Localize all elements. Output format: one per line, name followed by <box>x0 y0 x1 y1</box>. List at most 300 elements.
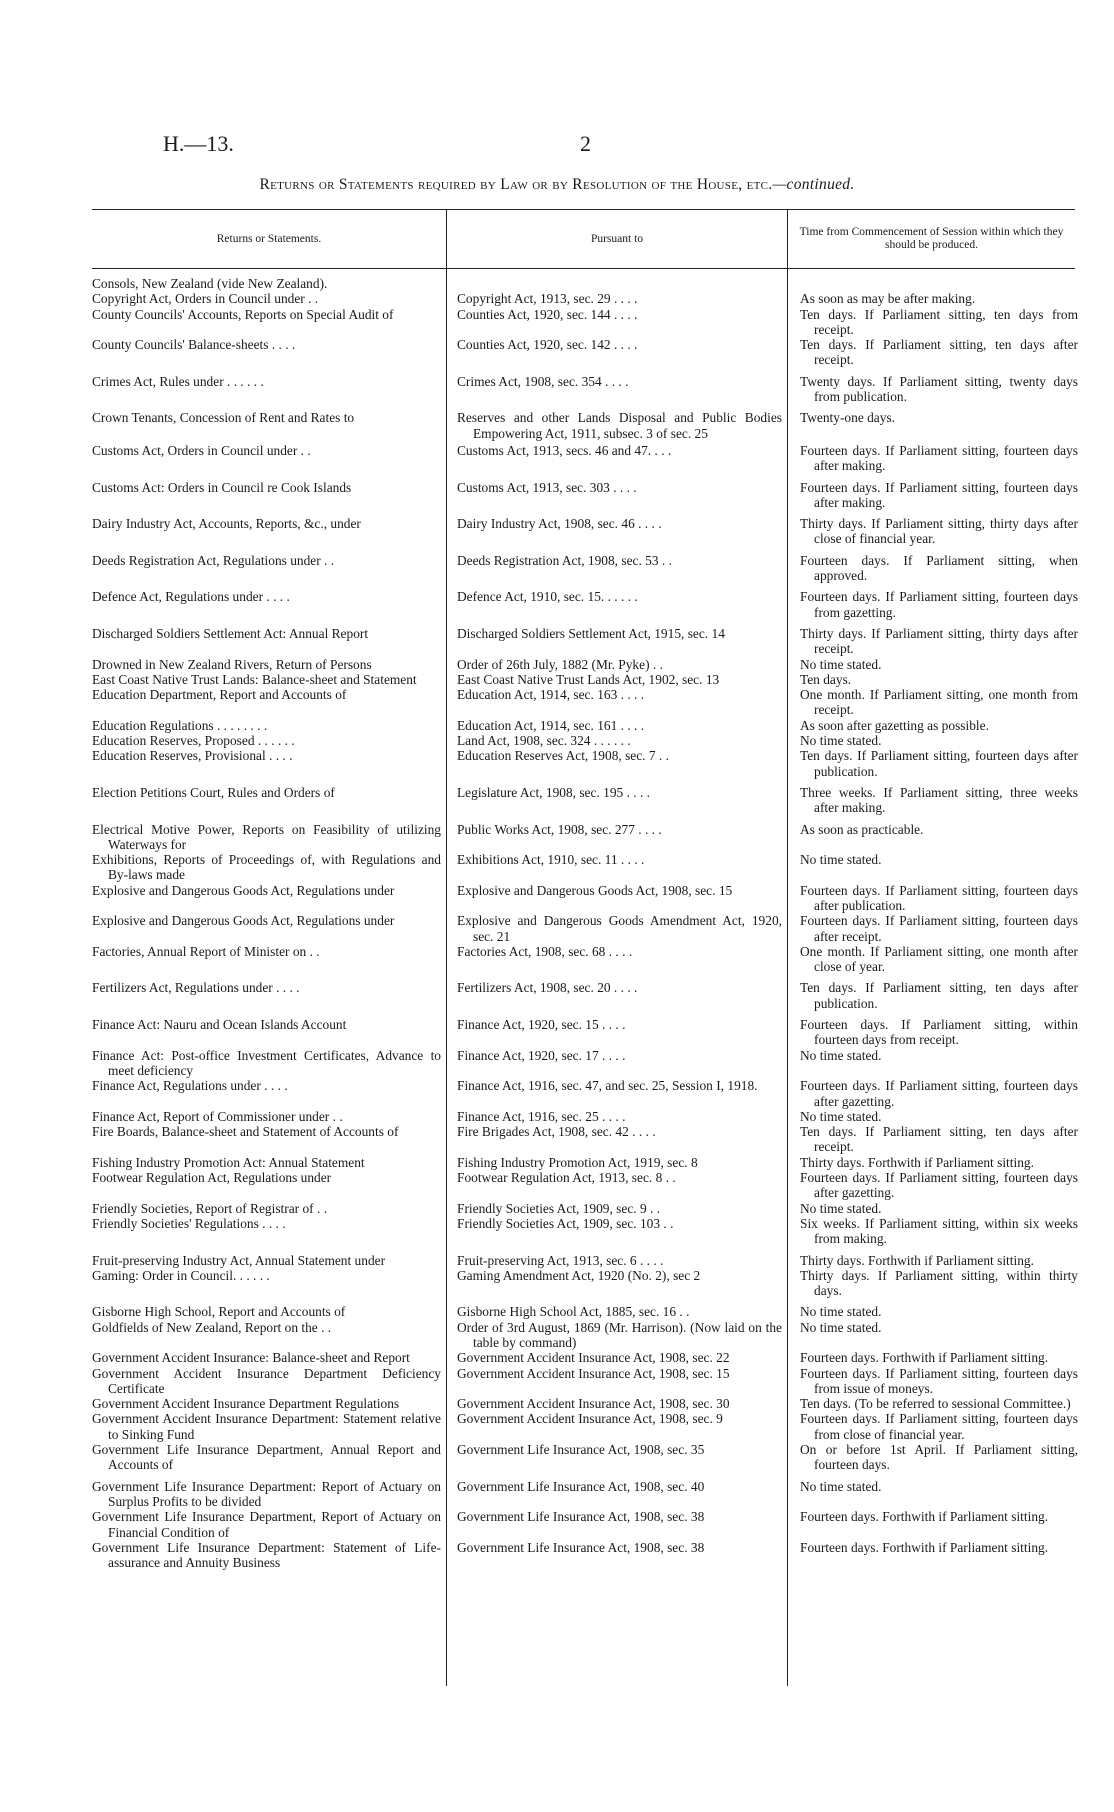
table-body <box>0 276 1114 1570</box>
column-header-pursuant: Pursuant to <box>590 232 644 245</box>
row-returns-text: Government Accident Insurance Department Deficiency Certificate <box>92 1365 441 1396</box>
row-time-cell <box>788 748 1078 779</box>
row-pursuant-cell <box>447 1304 788 1319</box>
row-time-cell <box>788 687 1078 718</box>
row-time-text: No time stated. <box>800 1319 882 1335</box>
row-time-cell <box>788 913 1078 944</box>
row-returns-text: Crimes Act, Rules under . . . . . . <box>92 373 264 389</box>
table-row <box>0 883 1114 914</box>
row-returns-text: Government Life Insurance Department: Statement of Life-assurance and Annuity Business <box>92 1539 441 1571</box>
row-time-text: Fourteen days. If Parliament sitting, within fourteen days from receipt. <box>800 1017 1078 1048</box>
table-row <box>0 1078 1114 1109</box>
row-returns-cell <box>92 1109 447 1124</box>
page-code: H.—13. <box>163 131 234 156</box>
table-header-rule <box>92 268 1075 269</box>
table-top-rule <box>92 209 1075 210</box>
row-pursuant-cell <box>447 1479 788 1510</box>
column-header-time: Time from Commencement of Session within which they should be produced. <box>799 226 1064 251</box>
row-time-text: Ten days. If Parliament sitting, ten days after receipt. <box>800 337 1078 368</box>
table-row <box>0 276 1114 291</box>
row-returns-text: Fruit-preserving Industry Act, Annual Statement under <box>92 1252 386 1268</box>
row-pursuant-text: Order of 26th July, 1882 (Mr. Pyke) . . <box>457 656 663 672</box>
row-returns-text: Electrical Motive Power, Reports on Feasibility of utilizing Waterways for <box>92 821 441 852</box>
row-returns-cell <box>92 1170 447 1201</box>
row-returns-cell <box>92 1320 447 1351</box>
row-time-cell <box>788 1366 1078 1397</box>
table-row <box>0 1253 1114 1268</box>
row-returns-cell <box>92 307 447 338</box>
row-time-cell <box>788 1017 1078 1048</box>
row-pursuant-text: Counties Act, 1920, sec. 142 . . . . <box>457 337 638 353</box>
row-returns-text: Discharged Soldiers Settlement Act: Annual Report <box>92 625 369 641</box>
row-pursuant-text: Deeds Registration Act, 1908, sec. 53 . . <box>457 552 672 568</box>
row-time-cell <box>788 1350 1078 1365</box>
row-returns-cell <box>92 913 447 944</box>
row-time-cell <box>788 883 1078 914</box>
document-title <box>0 176 1114 194</box>
table-row <box>0 944 1114 975</box>
table-row <box>0 410 1114 441</box>
row-pursuant-text: Finance Act, 1916, sec. 25 . . . . <box>457 1108 626 1124</box>
row-returns-cell <box>92 1479 447 1510</box>
row-time-cell <box>788 1304 1078 1319</box>
table-row <box>0 1442 1114 1473</box>
row-time-text: Ten days. <box>800 671 852 687</box>
table-row <box>0 374 1114 405</box>
row-time-text: Thirty days. If Parliament sitting, thirty days after receipt. <box>800 625 1078 657</box>
table-row <box>0 1304 1114 1319</box>
row-returns-text: Customs Act: Orders in Council re Cook Islands <box>92 479 352 495</box>
row-time-cell <box>788 1216 1078 1247</box>
table-row <box>0 1509 1114 1540</box>
table-row <box>0 1366 1114 1397</box>
row-time-text: Fourteen days. If Parliament sitting, fourteen days from issue of moneys. <box>800 1365 1078 1396</box>
row-pursuant-text: Order of 3rd August, 1869 (Mr. Harrison). (Now laid on the table by command) <box>457 1319 782 1350</box>
row-returns-text: Government Life Insurance Department: Report of Actuary on Surplus Profits to be divided <box>92 1478 441 1509</box>
row-time-cell <box>788 672 1078 687</box>
row-pursuant-text: Friendly Societies Act, 1909, sec. 103 . . <box>457 1215 674 1231</box>
row-time-cell <box>788 589 1078 620</box>
row-pursuant-cell <box>447 1078 788 1109</box>
row-returns-cell <box>92 1540 447 1571</box>
row-returns-cell <box>92 657 447 672</box>
row-pursuant-text: Finance Act, 1920, sec. 17 . . . . <box>457 1047 626 1063</box>
row-pursuant-text: Government Accident Insurance Act, 1908, sec. 15 <box>457 1365 730 1381</box>
row-pursuant-cell <box>447 687 788 718</box>
row-time-text: Ten days. (To be referred to sessional Committee.) <box>800 1396 1071 1412</box>
row-returns-cell <box>92 1078 447 1109</box>
row-pursuant-text: Customs Act, 1913, sec. 303 . . . . <box>457 479 637 495</box>
row-time-text: Thirty days. If Parliament sitting, within thirty days. <box>800 1267 1078 1299</box>
row-pursuant-cell <box>447 733 788 748</box>
row-time-text: Fourteen days. Forthwith if Parliament sitting. <box>800 1509 1049 1525</box>
row-pursuant-text: Finance Act, 1920, sec. 15 . . . . <box>457 1017 626 1033</box>
row-pursuant-text: Government Life Insurance Act, 1908, sec. 38 <box>457 1539 705 1555</box>
row-time-cell <box>788 307 1078 338</box>
row-returns-text: Explosive and Dangerous Goods Act, Regulations under <box>92 882 395 898</box>
row-pursuant-cell <box>447 374 788 405</box>
row-time-text: As soon after gazetting as possible. <box>800 717 989 733</box>
row-time-cell <box>788 1109 1078 1124</box>
row-returns-cell <box>92 718 447 733</box>
row-returns-cell <box>92 1396 447 1411</box>
row-time-text: One month. If Parliament sitting, one month from receipt. <box>800 687 1078 718</box>
row-time-cell <box>788 822 1078 853</box>
row-pursuant-cell <box>447 410 788 441</box>
row-returns-text: East Coast Native Trust Lands: Balance-sheet and Statement <box>92 671 417 687</box>
row-returns-cell <box>92 553 447 584</box>
row-time-cell <box>788 1124 1078 1155</box>
row-time-cell <box>788 553 1078 584</box>
table-row <box>0 1320 1114 1351</box>
row-time-cell <box>788 480 1078 511</box>
row-returns-cell <box>92 1509 447 1540</box>
row-pursuant-text: Education Act, 1914, sec. 163 . . . . <box>457 687 645 703</box>
table-row <box>0 980 1114 1011</box>
table-row <box>0 307 1114 338</box>
row-time-cell <box>788 1509 1078 1540</box>
row-time-cell <box>788 1201 1078 1216</box>
table-row <box>0 913 1114 944</box>
row-returns-cell <box>92 748 447 779</box>
row-returns-text: Election Petitions Court, Rules and Orders of <box>92 784 335 800</box>
table-row <box>0 748 1114 779</box>
row-returns-cell <box>92 516 447 547</box>
row-returns-text: County Councils' Accounts, Reports on Special Audit of <box>92 306 394 322</box>
row-time-cell <box>788 980 1078 1011</box>
row-pursuant-text: Gaming Amendment Act, 1920 (No. 2), sec 2 <box>457 1267 701 1283</box>
row-returns-cell <box>92 374 447 405</box>
row-time-cell <box>788 785 1078 816</box>
row-returns-text: Finance Act, Regulations under . . . . <box>92 1078 288 1094</box>
row-time-cell <box>788 1253 1078 1268</box>
row-time-text: Fourteen days. If Parliament sitting, fourteen days after making. <box>800 442 1078 474</box>
row-time-text: Twenty-one days. <box>800 410 896 426</box>
row-pursuant-cell <box>447 626 788 657</box>
row-pursuant-cell <box>447 291 788 306</box>
row-time-text: Twenty days. If Parliament sitting, twenty days from publication. <box>800 373 1078 405</box>
row-time-cell <box>788 337 1078 368</box>
row-time-cell <box>788 733 1078 748</box>
row-time-text: No time stated. <box>800 1304 882 1320</box>
row-returns-text: Copyright Act, Orders in Council under . . <box>92 291 319 307</box>
row-time-text: Fourteen days. If Parliament sitting, fourteen days after publication. <box>800 882 1078 913</box>
row-returns-cell <box>92 1350 447 1365</box>
row-returns-cell <box>92 626 447 657</box>
row-pursuant-cell <box>447 480 788 511</box>
row-returns-cell <box>92 410 447 441</box>
row-pursuant-cell <box>447 516 788 547</box>
row-returns-text: Dairy Industry Act, Accounts, Reports, &c., under <box>92 516 361 532</box>
row-time-text: Fourteen days. Forthwith if Parliament sitting. <box>800 1350 1049 1366</box>
row-pursuant-cell <box>447 1442 788 1473</box>
row-pursuant-text: Government Life Insurance Act, 1908, sec. 40 <box>457 1478 705 1494</box>
table-row <box>0 1396 1114 1411</box>
row-returns-text: Footwear Regulation Act, Regulations under <box>92 1170 332 1186</box>
row-pursuant-cell <box>447 1216 788 1247</box>
row-returns-cell <box>92 733 447 748</box>
row-time-text: One month. If Parliament sitting, one month after close of year. <box>800 943 1078 975</box>
row-returns-text: Defence Act, Regulations under . . . . <box>92 589 290 605</box>
row-time-cell <box>788 1170 1078 1201</box>
row-pursuant-cell <box>447 553 788 584</box>
row-pursuant-text: Education Reserves Act, 1908, sec. 7 . . <box>457 748 669 764</box>
table-row <box>0 657 1114 672</box>
row-returns-text: Government Accident Insurance: Balance-sheet and Report <box>92 1350 410 1366</box>
row-pursuant-text: Government Accident Insurance Act, 1908, sec. 9 <box>457 1411 723 1427</box>
row-pursuant-text: Government Life Insurance Act, 1908, sec. 38 <box>457 1509 705 1525</box>
row-pursuant-text: Dairy Industry Act, 1908, sec. 46 . . . . <box>457 516 662 532</box>
row-pursuant-cell <box>447 1509 788 1540</box>
row-time-text: No time stated. <box>800 1047 882 1063</box>
row-time-cell <box>788 443 1078 474</box>
row-pursuant-text: Fishing Industry Promotion Act, 1919, sec. 8 <box>457 1154 698 1170</box>
row-pursuant-cell <box>447 307 788 338</box>
row-returns-text: Fishing Industry Promotion Act: Annual Statement <box>92 1154 365 1170</box>
row-pursuant-text: Explosive and Dangerous Goods Act, 1908, sec. 15 <box>457 882 733 898</box>
row-pursuant-text: Fire Brigades Act, 1908, sec. 42 . . . . <box>457 1124 656 1140</box>
row-returns-text: Drowned in New Zealand Rivers, Return of Persons <box>92 656 372 672</box>
row-time-text: Thirty days. Forthwith if Parliament sitting. <box>800 1252 1034 1268</box>
row-time-cell <box>788 410 1078 441</box>
table-row <box>0 1109 1114 1124</box>
table-row <box>0 1479 1114 1510</box>
table-row <box>0 1216 1114 1247</box>
table-row <box>0 1155 1114 1170</box>
row-pursuant-cell <box>447 883 788 914</box>
row-pursuant-cell <box>447 1048 788 1079</box>
row-returns-cell <box>92 443 447 474</box>
table-row <box>0 553 1114 584</box>
row-time-cell <box>788 1479 1078 1510</box>
row-pursuant-text: Footwear Regulation Act, 1913, sec. 8 . . <box>457 1170 676 1186</box>
row-returns-cell <box>92 1048 447 1079</box>
row-time-cell <box>788 1155 1078 1170</box>
row-pursuant-text: Government Accident Insurance Act, 1908, sec. 30 <box>457 1396 730 1412</box>
table-row <box>0 1411 1114 1442</box>
row-pursuant-text: East Coast Native Trust Lands Act, 1902, sec. 13 <box>457 671 720 687</box>
row-pursuant-cell <box>447 1201 788 1216</box>
row-returns-cell <box>92 687 447 718</box>
row-time-text: Fourteen days. Forthwith if Parliament sitting. <box>800 1539 1049 1555</box>
row-returns-text: Crown Tenants, Concession of Rent and Rates to <box>92 410 355 426</box>
table-row <box>0 1201 1114 1216</box>
row-time-text: Three weeks. If Parliament sitting, three weeks after making. <box>800 784 1078 816</box>
row-time-cell <box>788 718 1078 733</box>
table-row <box>0 672 1114 687</box>
row-returns-text: Government Accident Insurance Department: Statement relative to Sinking Fund <box>92 1411 441 1442</box>
row-pursuant-text: Fruit-preserving Act, 1913, sec. 6 . . . . <box>457 1252 664 1268</box>
row-returns-text: Fertilizers Act, Regulations under . . . . <box>92 980 300 996</box>
row-time-cell <box>788 374 1078 405</box>
row-time-text: Ten days. If Parliament sitting, ten days from receipt. <box>800 306 1078 337</box>
table-row <box>0 1048 1114 1079</box>
row-returns-cell <box>92 1268 447 1299</box>
row-time-text: No time stated. <box>800 852 882 868</box>
column-header-returns: Returns or Statements. <box>216 232 322 245</box>
row-returns-text: County Councils' Balance-sheets . . . . <box>92 337 296 353</box>
row-returns-text: Finance Act: Post-office Investment Certificates, Advance to meet deficiency <box>92 1047 441 1078</box>
row-returns-text: Education Reserves, Proposed . . . . . . <box>92 733 295 749</box>
table-row <box>0 733 1114 748</box>
row-time-text: No time stated. <box>800 1108 882 1124</box>
row-pursuant-cell <box>447 944 788 975</box>
row-time-cell <box>788 944 1078 975</box>
row-time-cell <box>788 852 1078 883</box>
row-pursuant-text: Education Act, 1914, sec. 161 . . . . <box>457 717 645 733</box>
row-returns-text: Customs Act, Orders in Council under . . <box>92 442 311 458</box>
row-pursuant-cell <box>447 1350 788 1365</box>
row-pursuant-cell <box>447 589 788 620</box>
row-pursuant-cell <box>447 1268 788 1299</box>
row-time-text: Ten days. If Parliament sitting, ten days after receipt. <box>800 1124 1078 1155</box>
table-row <box>0 1268 1114 1299</box>
row-returns-text: Gisborne High School, Report and Accounts of <box>92 1304 346 1320</box>
row-pursuant-text: Friendly Societies Act, 1909, sec. 9 . . <box>457 1200 661 1216</box>
row-time-text: Fourteen days. If Parliament sitting, when approved. <box>800 552 1078 584</box>
table-row <box>0 852 1114 883</box>
row-time-cell <box>788 516 1078 547</box>
row-pursuant-cell <box>447 1253 788 1268</box>
row-time-text: Six weeks. If Parliament sitting, within six weeks from making. <box>800 1215 1078 1247</box>
row-pursuant-text: Counties Act, 1920, sec. 144 . . . . <box>457 306 638 322</box>
title-main: Returns or Statements required by Law or by Resolution of the House, etc. <box>259 176 773 193</box>
row-returns-text: Goldfields of New Zealand, Report on the . . <box>92 1319 332 1335</box>
row-pursuant-text: Crimes Act, 1908, sec. 354 . . . . <box>457 373 629 389</box>
table-row <box>0 1124 1114 1155</box>
row-time-cell <box>788 1078 1078 1109</box>
row-returns-cell <box>92 276 447 291</box>
row-pursuant-cell <box>447 852 788 883</box>
row-returns-text: Gaming: Order in Council. . . . . . <box>92 1267 270 1283</box>
row-pursuant-cell <box>447 1170 788 1201</box>
row-pursuant-text: Copyright Act, 1913, sec. 29 . . . . <box>457 291 638 307</box>
table-row <box>0 1170 1114 1201</box>
table-row <box>0 480 1114 511</box>
row-pursuant-cell <box>447 337 788 368</box>
row-returns-cell <box>92 291 447 306</box>
row-returns-text: Government Accident Insurance Department Regulations <box>92 1396 400 1412</box>
row-returns-cell <box>92 589 447 620</box>
row-pursuant-text: Exhibitions Act, 1910, sec. 11 . . . . <box>457 852 645 868</box>
row-time-cell <box>788 1048 1078 1079</box>
row-time-text: Ten days. If Parliament sitting, ten days after publication. <box>800 980 1078 1011</box>
row-pursuant-cell <box>447 657 788 672</box>
row-time-text: Thirty days. Forthwith if Parliament sitting. <box>800 1154 1034 1170</box>
row-pursuant-cell <box>447 1320 788 1351</box>
row-returns-cell <box>92 852 447 883</box>
row-pursuant-cell <box>447 718 788 733</box>
table-row <box>0 1540 1114 1571</box>
row-pursuant-text: Defence Act, 1910, sec. 15. . . . . . <box>457 589 638 605</box>
row-pursuant-cell <box>447 1396 788 1411</box>
table-row <box>0 589 1114 620</box>
row-pursuant-cell <box>447 785 788 816</box>
table-row <box>0 443 1114 474</box>
page-number: 2 <box>580 131 591 156</box>
row-returns-cell <box>92 944 447 975</box>
row-time-cell <box>788 626 1078 657</box>
table-row <box>0 337 1114 368</box>
row-time-cell <box>788 1268 1078 1299</box>
row-returns-text: Factories, Annual Report of Minister on . . <box>92 943 320 959</box>
row-pursuant-text: Explosive and Dangerous Goods Amendment Act, 1920, sec. 21 <box>457 913 782 944</box>
row-returns-text: Government Life Insurance Department, Annual Report and Accounts of <box>92 1442 441 1473</box>
row-returns-text: Consols, New Zealand (vide New Zealand). <box>92 276 328 291</box>
row-returns-cell <box>92 1201 447 1216</box>
row-pursuant-text: Finance Act, 1916, sec. 47, and sec. 25, Session I, 1918. <box>457 1078 758 1094</box>
row-returns-cell <box>92 1304 447 1319</box>
row-pursuant-cell <box>447 1124 788 1155</box>
row-time-text: As soon as practicable. <box>800 821 924 837</box>
row-pursuant-text: Gisborne High School Act, 1885, sec. 16 . . <box>457 1304 690 1320</box>
row-returns-cell <box>92 1017 447 1048</box>
row-time-cell <box>788 276 1078 291</box>
table-row <box>0 785 1114 816</box>
row-time-cell <box>788 1320 1078 1351</box>
row-pursuant-text: Discharged Soldiers Settlement Act, 1915, sec. 14 <box>457 625 725 641</box>
row-returns-cell <box>92 785 447 816</box>
table-row <box>0 1017 1114 1048</box>
row-returns-cell <box>92 883 447 914</box>
row-pursuant-text: Reserves and other Lands Disposal and Public Bodies Empowering Act, 1911, subsec. 3 of sec. 25 <box>457 410 782 441</box>
row-pursuant-text: Factories Act, 1908, sec. 68 . . . . <box>457 943 633 959</box>
row-pursuant-text: Government Accident Insurance Act, 1908, sec. 22 <box>457 1350 730 1366</box>
row-returns-text: Education Regulations . . . . . . . . <box>92 717 268 733</box>
row-pursuant-cell <box>447 748 788 779</box>
row-returns-text: Friendly Societies' Regulations . . . . <box>92 1215 286 1231</box>
table-row <box>0 1350 1114 1365</box>
row-time-text: On or before 1st April. If Parliament sitting, fourteen days. <box>800 1442 1078 1473</box>
row-pursuant-cell <box>447 276 788 291</box>
row-time-text: No time stated. <box>800 656 882 672</box>
row-time-text: No time stated. <box>800 1200 882 1216</box>
row-pursuant-text: Legislature Act, 1908, sec. 195 . . . . <box>457 784 651 800</box>
row-returns-cell <box>92 1155 447 1170</box>
row-pursuant-cell <box>447 1109 788 1124</box>
row-time-text: Fourteen days. If Parliament sitting, fourteen days from gazetting. <box>800 589 1078 620</box>
table-row <box>0 516 1114 547</box>
row-time-cell <box>788 1411 1078 1442</box>
table-row <box>0 291 1114 306</box>
row-time-cell <box>788 1442 1078 1473</box>
row-pursuant-cell <box>447 822 788 853</box>
row-returns-cell <box>92 1411 447 1442</box>
row-returns-cell <box>92 1124 447 1155</box>
row-pursuant-cell <box>447 1411 788 1442</box>
table-row <box>0 626 1114 657</box>
table-row <box>0 822 1114 853</box>
row-pursuant-cell <box>447 672 788 687</box>
row-time-text: No time stated. <box>800 1478 882 1494</box>
row-time-cell <box>788 1396 1078 1411</box>
row-returns-text: Education Department, Report and Accounts of <box>92 687 347 703</box>
row-returns-text: Deeds Registration Act, Regulations under . . <box>92 552 335 568</box>
row-time-cell <box>788 291 1078 306</box>
row-returns-text: Friendly Societies, Report of Registrar of . . <box>92 1200 328 1216</box>
row-time-text: Fourteen days. If Parliament sitting, fourteen days after making. <box>800 479 1078 510</box>
row-returns-text: Education Reserves, Provisional . . . . <box>92 748 293 764</box>
row-pursuant-cell <box>447 1366 788 1397</box>
row-pursuant-cell <box>447 1017 788 1048</box>
row-time-text: Ten days. If Parliament sitting, fourteen days after publication. <box>800 748 1078 779</box>
row-time-text: Fourteen days. If Parliament sitting, fourteen days after receipt. <box>800 913 1078 944</box>
row-returns-cell <box>92 480 447 511</box>
row-time-text: Fourteen days. If Parliament sitting, fourteen days after gazetting. <box>800 1078 1078 1109</box>
row-returns-cell <box>92 1216 447 1247</box>
row-time-cell <box>788 1540 1078 1571</box>
row-returns-cell <box>92 980 447 1011</box>
